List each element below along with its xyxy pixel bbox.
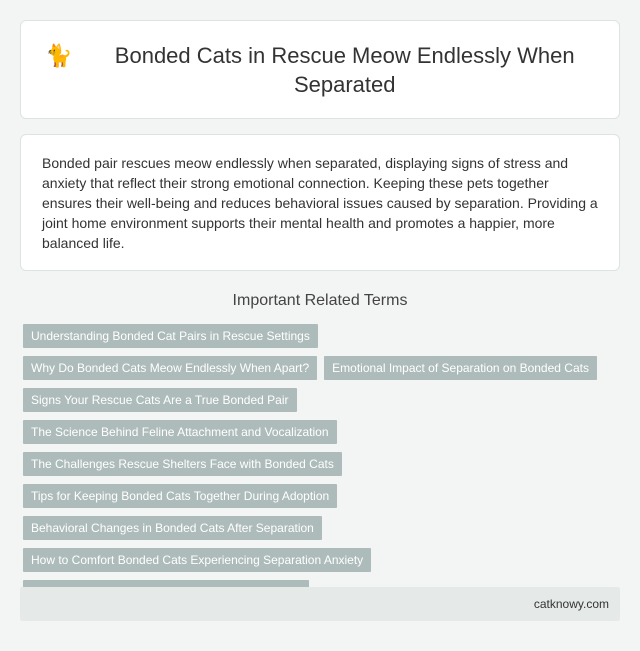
related-terms-heading: Important Related Terms xyxy=(232,292,408,309)
title-card xyxy=(20,20,620,119)
related-term-tag[interactable]: Tips for Keeping Bonded Cats Together During Adoption xyxy=(23,484,337,508)
related-term-tag[interactable]: Understanding Bonded Cat Pairs in Rescue Settings xyxy=(23,324,318,348)
related-term-tag[interactable]: Signs Your Rescue Cats Are a True Bonded Pair xyxy=(23,388,297,412)
description-text: Bonded pair rescues meow endlessly when separated, displaying signs of stress and anxiety that reflect their strong emotional connection. Keeping these pets together ensures their well-being and reduces behavioral issues caused by separation. Providing a joint home environment supports their mental health and promotes a happier, more balanced life. xyxy=(42,155,598,251)
related-terms-list xyxy=(23,324,623,612)
page-title: Bonded Cats in Rescue Meow Endlessly When Separated xyxy=(114,42,575,97)
related-term-tag[interactable]: Emotional Impact of Separation on Bonded Cats xyxy=(324,356,597,380)
footer xyxy=(20,587,620,621)
related-term-tag[interactable]: The Challenges Rescue Shelters Face with Bonded Cats xyxy=(23,452,342,476)
title-row xyxy=(45,41,594,99)
related-term-tag[interactable]: How to Comfort Bonded Cats Experiencing Separation Anxiety xyxy=(23,548,371,572)
cat-icon: 🐈 xyxy=(45,42,73,68)
footer-site-link[interactable]: catknowy.com xyxy=(533,597,609,611)
related-term-tag[interactable]: Behavioral Changes in Bonded Cats After Separation xyxy=(23,516,322,540)
description-card xyxy=(20,134,620,271)
related-term-tag[interactable]: Why Do Bonded Cats Meow Endlessly When Apart? xyxy=(23,356,317,380)
related-term-tag[interactable]: The Science Behind Feline Attachment and Vocalization xyxy=(23,420,337,444)
